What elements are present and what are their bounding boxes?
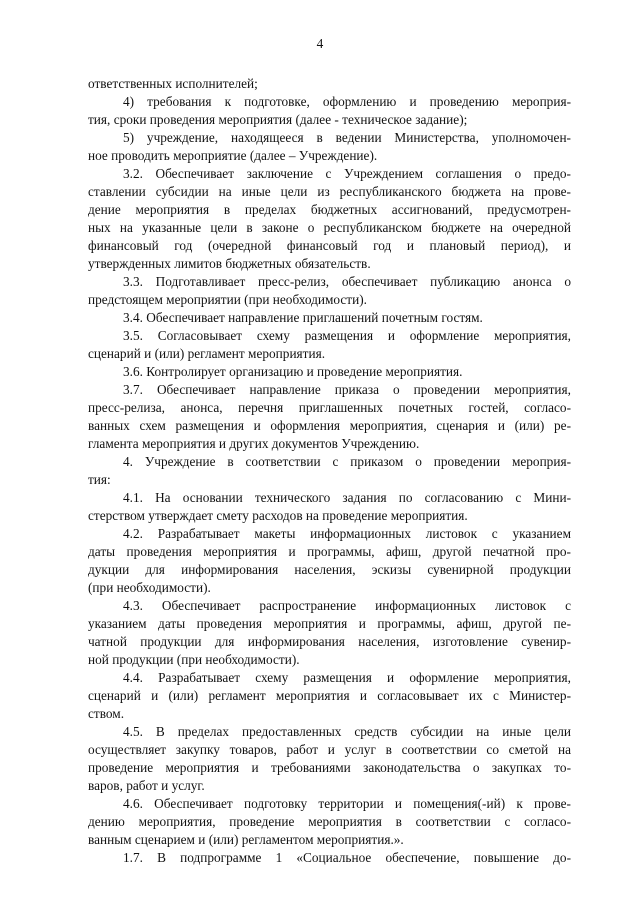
text-line: 4.3. Обеспечивает распространение информационных листовок с (123, 598, 571, 613)
text-line: ных на указанные цели в законе о республиканском бюджете на очередной (88, 220, 571, 235)
text-line: 3.5. Согласовывает схему размещения и оформление мероприятия, (123, 328, 571, 343)
text-line: 3.3. Подготавливает пресс-релиз, обеспечивает публикацию анонса о (123, 274, 571, 289)
document-body (88, 75, 571, 867)
page-number: 4 (316, 36, 324, 51)
text-line: ставлении субсидии на иные цели из республиканского бюджета на прове- (88, 184, 571, 199)
text-line: (при необходимости). (88, 580, 211, 595)
text-line: дению мероприятия, проведение мероприятия в соответствии с согласо- (88, 814, 571, 829)
text-line: 4.1. На основании технического задания по согласованию с Мини- (123, 490, 571, 505)
text-line: стерством утверждает смету расходов на проведение мероприятия. (88, 508, 468, 523)
text-line: чатной продукции для информирования населения, изготовление сувенир- (88, 634, 571, 649)
text-line: 4.6. Обеспечивает подготовку территории и помещения(-ий) к прове- (123, 796, 571, 811)
text-line: 4.4. Разрабатывает схему размещения и оформление мероприятия, (123, 670, 571, 685)
text-line: предстоящем мероприятии (при необходимости). (88, 292, 367, 307)
text-line: сценарий и (или) регламент мероприятия. (88, 346, 326, 361)
text-line: 3.7. Обеспечивает направление приказа о проведении мероприятия, (123, 382, 571, 397)
text-line: утвержденных лимитов бюджетных обязательств. (88, 256, 371, 271)
text-line: тия, сроки проведения мероприятия (далее - техническое задание); (88, 112, 468, 127)
text-line: ответственных исполнителей; (88, 76, 258, 91)
text-line: 4.5. В пределах предоставленных средств субсидии на иные цели (123, 724, 571, 739)
text-line: 5) учреждение, находящееся в ведении Министерства, уполномочен- (123, 130, 571, 145)
text-line: ванных схем размещения и оформления мероприятия, сценария и (или) ре- (88, 418, 571, 433)
text-line: варов, работ и услуг. (88, 778, 205, 793)
text-line: проведение мероприятия и требованиями законодательства о закупках то- (88, 760, 571, 775)
text-line: ное проводить мероприятие (далее – Учреждение). (88, 148, 378, 163)
text-line: тия: (88, 472, 111, 487)
text-line: 1.7. В подпрограмме 1 «Социальное обеспечение, повышение до- (123, 850, 571, 865)
text-line: указанием даты проведения мероприятия и программы, афиш, другой пе- (88, 616, 571, 631)
text-line: ной продукции (при необходимости). (88, 652, 300, 667)
text-line: 4. Учреждение в соответствии с приказом о проведении мероприя- (123, 454, 571, 469)
text-line: 4.2. Разрабатывает макеты информационных листовок с указанием (123, 526, 571, 541)
text-line: дукции для информирования населения, эскизы сувенирной продукции (88, 562, 571, 577)
text-line: осуществляет закупку товаров, работ и услуг в соответствии со сметой на (88, 742, 571, 757)
text-line: 3.6. Контролирует организацию и проведение мероприятия. (123, 364, 463, 379)
text-line: даты проведения мероприятия и программы, афиш, другой печатной про- (88, 544, 571, 559)
text-line: ством. (88, 706, 125, 721)
text-line: 3.4. Обеспечивает направление приглашений почетным гостям. (123, 310, 483, 325)
text-line: 3.2. Обеспечивает заключение с Учреждением соглашения о предо- (123, 166, 571, 181)
text-line: 4) требования к подготовке, оформлению и проведению мероприя- (123, 94, 571, 109)
text-line: ванным сценарием и (или) регламентом мероприятия.». (88, 832, 404, 847)
text-line: сценарий и (или) регламент мероприятия и согласовывает их с Министер- (88, 688, 571, 703)
text-line: гламента мероприятия и других документов Учреждению. (88, 436, 420, 451)
text-line: дение мероприятия в пределах бюджетных ассигнований, предусмотрен- (88, 202, 571, 217)
text-line: финансовый год (очередной финансовый год и плановый период), и (88, 238, 571, 253)
text-line: пресс-релиза, анонса, перечня приглашенных почетных гостей, согласо- (88, 400, 571, 415)
